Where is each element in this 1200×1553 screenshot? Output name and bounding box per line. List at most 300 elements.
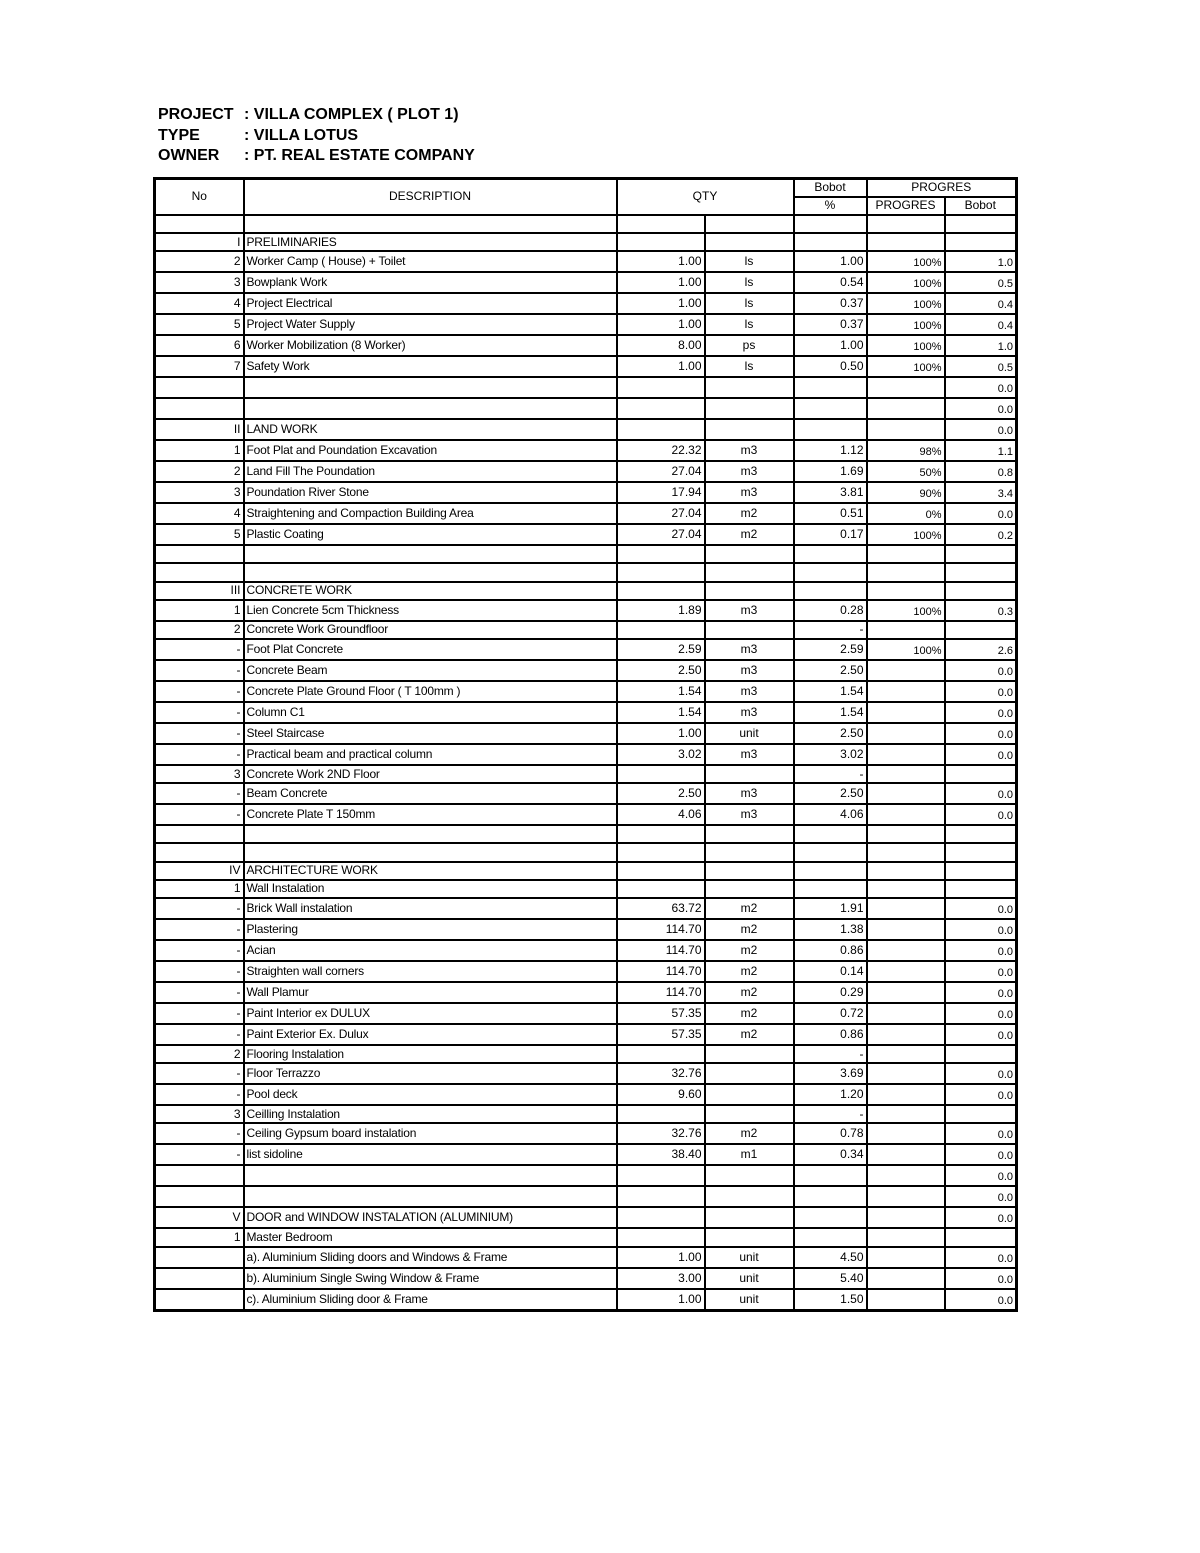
- row-progres-bobot: 1.1: [945, 440, 1017, 461]
- row-quantity: 1.89: [617, 600, 705, 621]
- row-quantity: [617, 1045, 705, 1063]
- row-quantity: 32.76: [617, 1123, 705, 1144]
- col-progres-header: PROGRES: [867, 197, 945, 215]
- row-number: 1: [155, 600, 244, 621]
- header-row-1: [155, 179, 1017, 197]
- row-progres-bobot: 0.0: [945, 961, 1017, 982]
- row-progres: [867, 783, 945, 804]
- row-progres-bobot: 0.8: [945, 461, 1017, 482]
- row-progres-bobot: 0.0: [945, 419, 1017, 440]
- row-unit: ls: [705, 314, 794, 335]
- row-number: -: [155, 702, 244, 723]
- row-unit: m1: [705, 1144, 794, 1165]
- row-unit: m2: [705, 898, 794, 919]
- row-progres: 100%: [867, 272, 945, 293]
- row-unit: ps: [705, 335, 794, 356]
- row-bobot: 1.20: [794, 1084, 867, 1105]
- table-row: [155, 293, 1017, 314]
- row-progres: [867, 1186, 945, 1207]
- table-row: [155, 744, 1017, 765]
- row-unit: m3: [705, 804, 794, 825]
- row-bobot: 1.91: [794, 898, 867, 919]
- row-quantity: 1.54: [617, 702, 705, 723]
- row-number: II: [155, 419, 244, 440]
- table-row: [155, 215, 1017, 233]
- table-row: [155, 1228, 1017, 1246]
- table-row: [155, 1045, 1017, 1063]
- row-description: [244, 398, 617, 419]
- row-progres-bobot: 0.0: [945, 681, 1017, 702]
- row-number: -: [155, 919, 244, 940]
- row-quantity: 2.59: [617, 639, 705, 660]
- row-description: Safety Work: [244, 356, 617, 377]
- row-progres-bobot: 0.0: [945, 783, 1017, 804]
- row-quantity: [617, 1165, 705, 1186]
- row-description: Paint Interior ex DULUX: [244, 1003, 617, 1024]
- row-description: Foot Plat Concrete: [244, 639, 617, 660]
- row-quantity: [617, 215, 705, 233]
- row-progres-bobot: [945, 621, 1017, 639]
- row-unit: m2: [705, 1003, 794, 1024]
- table-row: [155, 314, 1017, 335]
- table-row: [155, 982, 1017, 1003]
- row-progres: [867, 919, 945, 940]
- row-progres: 100%: [867, 524, 945, 545]
- type-row: [158, 126, 475, 147]
- row-progres-bobot: [945, 563, 1017, 581]
- row-description: c). Aluminium Sliding door & Frame: [244, 1289, 617, 1311]
- row-progres: [867, 419, 945, 440]
- row-unit: m3: [705, 482, 794, 503]
- row-unit: m3: [705, 600, 794, 621]
- table-row: [155, 862, 1017, 880]
- table-row: [155, 272, 1017, 293]
- row-bobot: 0.17: [794, 524, 867, 545]
- row-description: Wall Instalation: [244, 880, 617, 898]
- row-unit: [705, 215, 794, 233]
- row-progres: [867, 1207, 945, 1228]
- row-unit: ls: [705, 293, 794, 314]
- row-progres-bobot: 0.0: [945, 1024, 1017, 1045]
- project-header: [158, 105, 475, 167]
- row-bobot: -: [794, 1105, 867, 1123]
- row-unit: m2: [705, 919, 794, 940]
- type-label: TYPE: [158, 126, 200, 144]
- table-row: [155, 1123, 1017, 1144]
- row-description: [244, 563, 617, 581]
- owner-row: [158, 146, 475, 167]
- table-row: [155, 419, 1017, 440]
- row-description: Acian: [244, 940, 617, 961]
- table-row: [155, 765, 1017, 783]
- row-progres: 50%: [867, 461, 945, 482]
- row-unit: m3: [705, 461, 794, 482]
- row-bobot: [794, 398, 867, 419]
- row-description: Ceiling Gypsum board instalation: [244, 1123, 617, 1144]
- row-quantity: 1.00: [617, 1247, 705, 1268]
- row-quantity: [617, 563, 705, 581]
- row-progres: [867, 843, 945, 861]
- row-number: 2: [155, 621, 244, 639]
- row-description: Poundation River Stone: [244, 482, 617, 503]
- row-progres-bobot: 0.5: [945, 356, 1017, 377]
- table-row: [155, 940, 1017, 961]
- row-unit: unit: [705, 1289, 794, 1311]
- row-description: DOOR and WINDOW INSTALATION (ALUMINIUM): [244, 1207, 617, 1228]
- row-bobot: 3.81: [794, 482, 867, 503]
- row-unit: m3: [705, 639, 794, 660]
- row-description: Concrete Plate T 150mm: [244, 804, 617, 825]
- row-description: PRELIMINARIES: [244, 233, 617, 251]
- row-description: Pool deck: [244, 1084, 617, 1105]
- row-progres: 100%: [867, 356, 945, 377]
- table-row: [155, 398, 1017, 419]
- row-progres: 100%: [867, 335, 945, 356]
- row-progres-bobot: 0.0: [945, 982, 1017, 1003]
- row-description: Plastic Coating: [244, 524, 617, 545]
- row-unit: [705, 1207, 794, 1228]
- row-number: I: [155, 233, 244, 251]
- row-progres-bobot: 0.0: [945, 804, 1017, 825]
- row-progres-bobot: 0.0: [945, 940, 1017, 961]
- row-unit: [705, 621, 794, 639]
- row-progres: 0%: [867, 503, 945, 524]
- row-progres: [867, 804, 945, 825]
- row-quantity: [617, 398, 705, 419]
- row-bobot: [794, 880, 867, 898]
- row-quantity: [617, 1207, 705, 1228]
- row-bobot: 0.34: [794, 1144, 867, 1165]
- row-progres-bobot: 0.0: [945, 744, 1017, 765]
- owner-label: OWNER: [158, 147, 220, 164]
- row-quantity: 1.00: [617, 314, 705, 335]
- row-description: Concrete Work 2ND Floor: [244, 765, 617, 783]
- table-row: [155, 1268, 1017, 1289]
- row-unit: [705, 1084, 794, 1105]
- row-progres: [867, 398, 945, 419]
- row-number: -: [155, 1003, 244, 1024]
- row-number: -: [155, 940, 244, 961]
- row-description: Worker Camp ( House) + Toilet: [244, 251, 617, 272]
- row-quantity: [617, 1186, 705, 1207]
- row-number: [155, 545, 244, 563]
- row-number: IV: [155, 862, 244, 880]
- row-progres: [867, 1144, 945, 1165]
- row-unit: [705, 1165, 794, 1186]
- row-description: b). Aluminium Single Swing Window & Frame: [244, 1268, 617, 1289]
- row-unit: [705, 862, 794, 880]
- row-description: Concrete Beam: [244, 660, 617, 681]
- row-progres: [867, 1063, 945, 1084]
- row-unit: [705, 880, 794, 898]
- row-quantity: 1.00: [617, 723, 705, 744]
- row-unit: m2: [705, 503, 794, 524]
- row-progres-bobot: 2.6: [945, 639, 1017, 660]
- row-progres: [867, 215, 945, 233]
- row-description: Beam Concrete: [244, 783, 617, 804]
- table-row: [155, 524, 1017, 545]
- table-row: [155, 660, 1017, 681]
- row-description: [244, 1165, 617, 1186]
- row-progres-bobot: 0.0: [945, 1289, 1017, 1311]
- row-unit: m3: [705, 783, 794, 804]
- row-bobot: 0.86: [794, 940, 867, 961]
- row-quantity: 3.02: [617, 744, 705, 765]
- row-number: -: [155, 681, 244, 702]
- row-description: Ceilling Instalation: [244, 1105, 617, 1123]
- row-number: 3: [155, 1105, 244, 1123]
- table-row: [155, 843, 1017, 861]
- progress-table: [153, 177, 1018, 1312]
- row-number: [155, 825, 244, 843]
- row-unit: m3: [705, 681, 794, 702]
- row-quantity: 3.00: [617, 1268, 705, 1289]
- col-progres-group-header: PROGRES: [867, 179, 1017, 197]
- table-row: [155, 582, 1017, 600]
- row-description: [244, 377, 617, 398]
- row-progres-bobot: 0.0: [945, 919, 1017, 940]
- row-number: 2: [155, 1045, 244, 1063]
- row-number: [155, 398, 244, 419]
- row-progres: [867, 1024, 945, 1045]
- row-quantity: [617, 765, 705, 783]
- row-progres-bobot: [945, 1045, 1017, 1063]
- row-number: [155, 1165, 244, 1186]
- row-progres-bobot: 0.0: [945, 1144, 1017, 1165]
- table-row: [155, 898, 1017, 919]
- table-row: [155, 880, 1017, 898]
- row-number: [155, 1268, 244, 1289]
- row-progres: [867, 940, 945, 961]
- row-progres-bobot: [945, 862, 1017, 880]
- row-number: 3: [155, 272, 244, 293]
- row-bobot: [794, 862, 867, 880]
- table-row: [155, 804, 1017, 825]
- row-progres: [867, 1123, 945, 1144]
- row-progres-bobot: [945, 582, 1017, 600]
- row-number: [155, 377, 244, 398]
- col-bobot2-header: Bobot: [945, 197, 1017, 215]
- row-unit: ls: [705, 251, 794, 272]
- row-bobot: [794, 233, 867, 251]
- row-quantity: [617, 1105, 705, 1123]
- row-progres: 90%: [867, 482, 945, 503]
- row-quantity: [617, 621, 705, 639]
- row-quantity: 9.60: [617, 1084, 705, 1105]
- table-row: [155, 702, 1017, 723]
- col-percent-header: %: [794, 197, 867, 215]
- row-number: -: [155, 1084, 244, 1105]
- row-unit: m2: [705, 1024, 794, 1045]
- table-row: [155, 681, 1017, 702]
- row-description: Flooring Instalation: [244, 1045, 617, 1063]
- row-bobot: 1.54: [794, 702, 867, 723]
- row-unit: [705, 377, 794, 398]
- row-quantity: 2.50: [617, 783, 705, 804]
- row-bobot: [794, 419, 867, 440]
- row-quantity: [617, 862, 705, 880]
- row-bobot: 2.59: [794, 639, 867, 660]
- table-row: [155, 1003, 1017, 1024]
- row-unit: [705, 1186, 794, 1207]
- row-progres-bobot: 1.0: [945, 251, 1017, 272]
- row-progres: [867, 825, 945, 843]
- table-row: [155, 1289, 1017, 1311]
- row-description: Concrete Plate Ground Floor ( T 100mm ): [244, 681, 617, 702]
- row-quantity: 114.70: [617, 982, 705, 1003]
- row-description: Plastering: [244, 919, 617, 940]
- table-row: [155, 919, 1017, 940]
- row-progres-bobot: 0.5: [945, 272, 1017, 293]
- row-number: -: [155, 1024, 244, 1045]
- row-description: [244, 545, 617, 563]
- table-row: [155, 563, 1017, 581]
- row-bobot: 0.54: [794, 272, 867, 293]
- col-description-header: DESCRIPTION: [244, 179, 617, 215]
- row-description: list sidoline: [244, 1144, 617, 1165]
- row-bobot: 5.40: [794, 1268, 867, 1289]
- row-progres: [867, 1045, 945, 1063]
- row-number: -: [155, 804, 244, 825]
- row-bobot: [794, 825, 867, 843]
- row-unit: ls: [705, 272, 794, 293]
- row-quantity: 27.04: [617, 503, 705, 524]
- row-progres-bobot: 0.0: [945, 377, 1017, 398]
- table-row: [155, 545, 1017, 563]
- row-progres-bobot: 0.0: [945, 1063, 1017, 1084]
- row-progres-bobot: [945, 1105, 1017, 1123]
- row-progres: 100%: [867, 639, 945, 660]
- row-unit: [705, 1228, 794, 1246]
- row-bobot: 2.50: [794, 723, 867, 744]
- row-progres-bobot: 3.4: [945, 482, 1017, 503]
- row-bobot: 4.50: [794, 1247, 867, 1268]
- row-quantity: 63.72: [617, 898, 705, 919]
- table-row: [155, 440, 1017, 461]
- row-progres: [867, 621, 945, 639]
- row-bobot: 1.00: [794, 335, 867, 356]
- row-progres: [867, 582, 945, 600]
- row-progres: 98%: [867, 440, 945, 461]
- row-description: Master Bedroom: [244, 1228, 617, 1246]
- row-quantity: 1.00: [617, 293, 705, 314]
- row-bobot: 0.14: [794, 961, 867, 982]
- row-unit: unit: [705, 1247, 794, 1268]
- row-bobot: [794, 377, 867, 398]
- owner-value: : PT. REAL ESTATE COMPANY: [244, 147, 475, 164]
- table-row: [155, 503, 1017, 524]
- row-bobot: 1.54: [794, 681, 867, 702]
- row-quantity: 1.00: [617, 251, 705, 272]
- row-quantity: [617, 1228, 705, 1246]
- row-progres: [867, 1247, 945, 1268]
- table-row: [155, 461, 1017, 482]
- row-bobot: 1.69: [794, 461, 867, 482]
- row-progres: [867, 765, 945, 783]
- row-progres: [867, 898, 945, 919]
- row-progres-bobot: 0.0: [945, 503, 1017, 524]
- row-unit: m2: [705, 982, 794, 1003]
- row-quantity: [617, 843, 705, 861]
- row-progres-bobot: [945, 233, 1017, 251]
- row-number: [155, 215, 244, 233]
- row-unit: unit: [705, 1268, 794, 1289]
- row-description: LAND WORK: [244, 419, 617, 440]
- row-number: [155, 1247, 244, 1268]
- row-progres: [867, 377, 945, 398]
- row-unit: [705, 582, 794, 600]
- row-number: 2: [155, 251, 244, 272]
- row-bobot: -: [794, 765, 867, 783]
- row-unit: [705, 1105, 794, 1123]
- row-description: Practical beam and practical column: [244, 744, 617, 765]
- row-description: Worker Mobilization (8 Worker): [244, 335, 617, 356]
- row-number: -: [155, 660, 244, 681]
- table-row: [155, 639, 1017, 660]
- row-description: Paint Exterior Ex. Dulux: [244, 1024, 617, 1045]
- table-row: [155, 961, 1017, 982]
- row-number: -: [155, 744, 244, 765]
- row-quantity: 32.76: [617, 1063, 705, 1084]
- row-quantity: 17.94: [617, 482, 705, 503]
- row-bobot: 0.29: [794, 982, 867, 1003]
- row-number: [155, 843, 244, 861]
- row-number: 2: [155, 461, 244, 482]
- row-progres-bobot: [945, 880, 1017, 898]
- row-progres: [867, 563, 945, 581]
- table-row: [155, 1024, 1017, 1045]
- row-progres-bobot: 0.0: [945, 1165, 1017, 1186]
- row-progres: [867, 961, 945, 982]
- row-progres: [867, 744, 945, 765]
- row-description: Project Water Supply: [244, 314, 617, 335]
- row-number: 3: [155, 765, 244, 783]
- row-progres-bobot: 0.0: [945, 702, 1017, 723]
- col-bobot-header: Bobot: [794, 179, 867, 197]
- row-number: -: [155, 1123, 244, 1144]
- row-unit: [705, 233, 794, 251]
- row-progres: [867, 1165, 945, 1186]
- row-number: 1: [155, 1228, 244, 1246]
- row-quantity: 38.40: [617, 1144, 705, 1165]
- row-unit: [705, 545, 794, 563]
- row-number: 4: [155, 293, 244, 314]
- row-bobot: 0.28: [794, 600, 867, 621]
- row-number: 3: [155, 482, 244, 503]
- row-unit: unit: [705, 723, 794, 744]
- row-number: 1: [155, 880, 244, 898]
- row-quantity: [617, 582, 705, 600]
- row-bobot: 0.37: [794, 314, 867, 335]
- row-bobot: 0.78: [794, 1123, 867, 1144]
- row-number: [155, 563, 244, 581]
- row-progres-bobot: 0.0: [945, 660, 1017, 681]
- row-description: Straighten wall corners: [244, 961, 617, 982]
- row-number: -: [155, 1144, 244, 1165]
- row-bobot: 3.69: [794, 1063, 867, 1084]
- row-bobot: [794, 545, 867, 563]
- table-row: [155, 1084, 1017, 1105]
- project-row: [158, 105, 475, 126]
- table-row: [155, 1186, 1017, 1207]
- row-description: Land Fill The Poundation: [244, 461, 617, 482]
- row-number: -: [155, 723, 244, 744]
- table-body: [155, 215, 1017, 1310]
- row-progres-bobot: 0.4: [945, 314, 1017, 335]
- type-value: : VILLA LOTUS: [244, 126, 359, 144]
- row-number: -: [155, 639, 244, 660]
- row-description: Project Electrical: [244, 293, 617, 314]
